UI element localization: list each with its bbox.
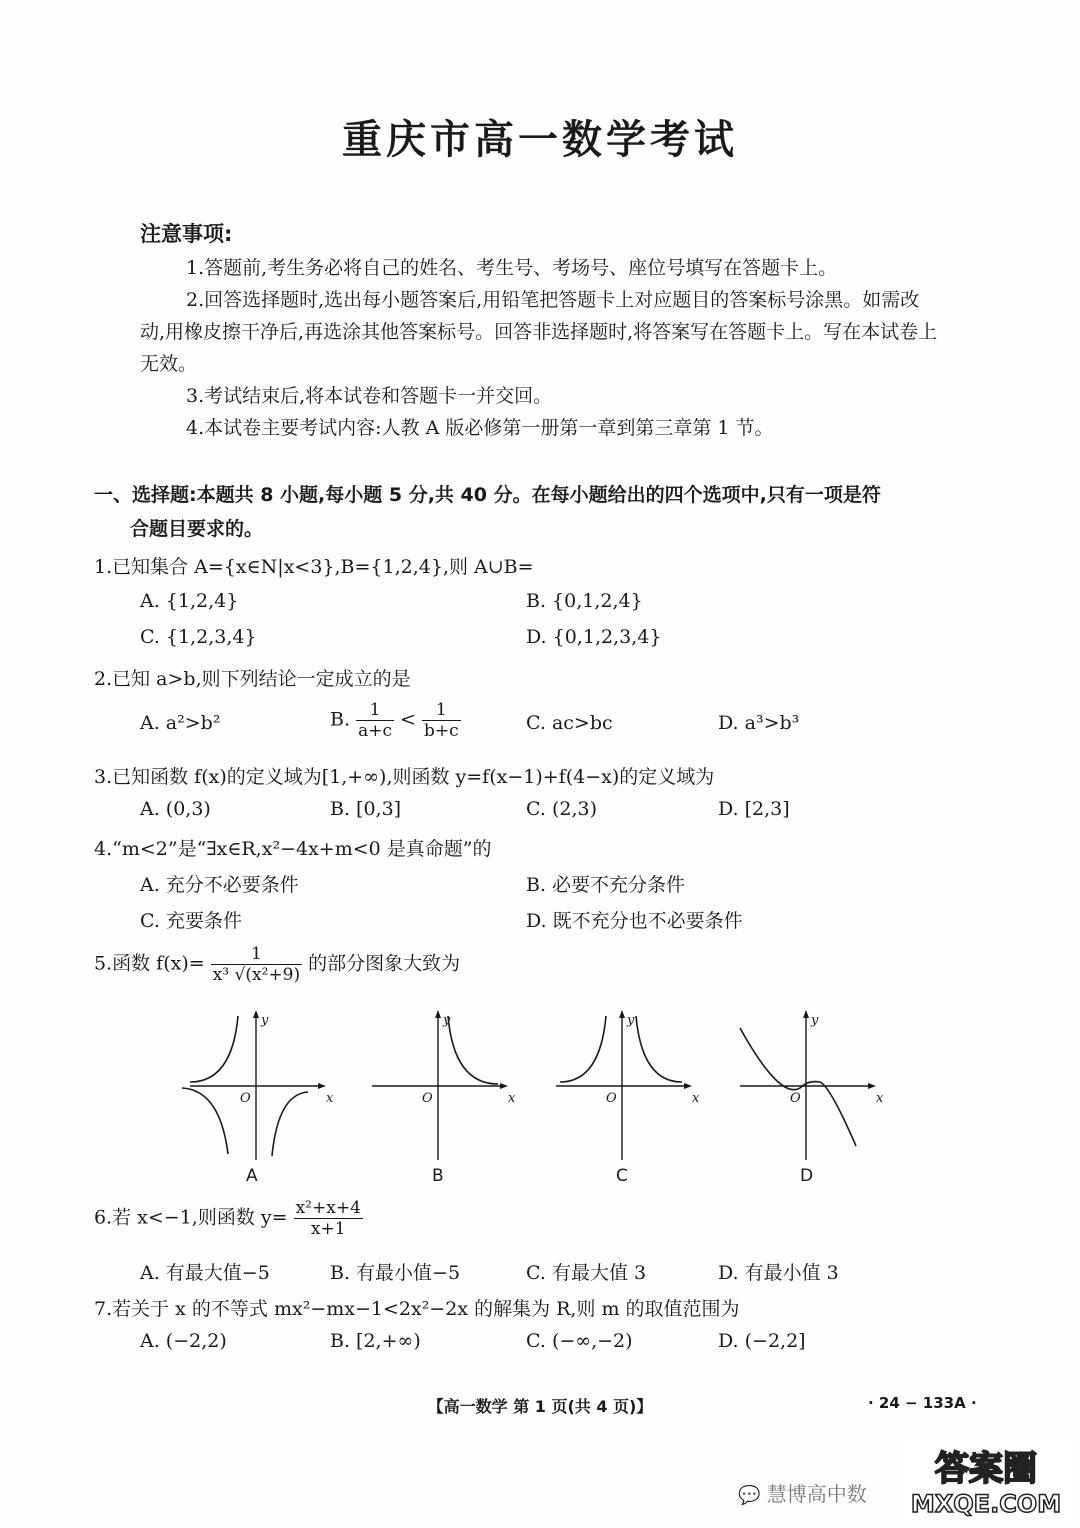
wechat-source <box>738 1478 867 1507</box>
svg-text:MXQE.COM: MXQE.COM <box>910 1490 1062 1518</box>
graph-c-curve-1 <box>560 1016 606 1082</box>
question-5-prefix: 5.函数 f(x)= <box>94 952 205 975</box>
notice-list <box>140 252 940 444</box>
wechat-account-name: 慧博高中数 <box>766 1482 867 1506</box>
question-4-option-b: B. 必要不充分条件 <box>526 874 686 896</box>
graph-a-origin-label: O <box>240 1091 251 1106</box>
fraction-1-denominator: a+c <box>358 721 392 741</box>
question-6-option-b: B. 有最小值−5 <box>330 1262 461 1284</box>
question-6-fraction <box>294 1198 363 1239</box>
question-7-stem: 7.若关于 x 的不等式 mx²−mx−1<2x²−2x 的解集为 R,则 m 的取值范围为 <box>94 1298 740 1320</box>
question-4-option-d: D. 既不充分也不必要条件 <box>526 910 743 932</box>
notice-item-1: 1.答题前,考生务必将自己的姓名、考生号、考场号、座位号填写在答题卡上。 <box>186 257 838 279</box>
question-3-option-d: D. [2,3] <box>718 798 790 820</box>
notice-item-3: 3.考试结束后,将本试卷和答题卡一并交回。 <box>186 385 553 407</box>
question-2-option-a: A. a²>b² <box>140 712 221 734</box>
question-6-prefix: 6.若 x<−1,则函数 y= <box>94 1206 288 1229</box>
graph-d-y-arrow-icon <box>803 1010 809 1018</box>
question-1-stem: 1.已知集合 A={x∈N|x<3},B={1,2,4},则 A∪B= <box>94 556 534 578</box>
question-4-stem: 4.“m<2”是“∃x∈R,x²−4x+m<0 是真命题”的 <box>94 838 492 860</box>
question-6-denominator: x+1 <box>310 1219 346 1239</box>
question-6-option-a: A. 有最大值−5 <box>140 1262 270 1284</box>
graph-b-y-arrow-icon <box>435 1010 441 1018</box>
notice-item-4: 4.本试卷主要考试内容:人教 A 版必修第一册第一章到第三章第 1 节。 <box>186 417 774 439</box>
graph-c-y-label: y <box>627 1013 635 1028</box>
question-7-option-a: A. (−2,2) <box>140 1330 227 1352</box>
graph-b-curve-1 <box>182 1088 228 1154</box>
question-6-option-c: C. 有最大值 3 <box>526 1262 647 1284</box>
fraction-2 <box>422 700 461 741</box>
graph-b-y-label: y <box>443 1013 451 1028</box>
question-3-option-a: A. (0,3) <box>140 798 211 820</box>
graph-a-x-label: x <box>326 1091 334 1106</box>
question-7-option-b: B. [2,+∞) <box>330 1330 421 1352</box>
wechat-icon: 💬 <box>738 1485 761 1506</box>
question-6-option-d: D. 有最小值 3 <box>718 1262 839 1284</box>
question-2-stem: 2.已知 a>b,则下列结论一定成立的是 <box>94 668 411 690</box>
graph-d-x-label: x <box>876 1091 884 1106</box>
fraction-2-denominator: b+c <box>423 721 459 741</box>
option-b-label: B. <box>330 708 351 731</box>
graph-a-curve-2 <box>272 1092 308 1156</box>
question-7-option-c: C. (−∞,−2) <box>526 1330 633 1352</box>
graph-b-x-arrow-icon <box>500 1083 508 1089</box>
question-4-option-a: A. 充分不必要条件 <box>140 874 299 896</box>
graph-c-origin-label: O <box>606 1091 617 1106</box>
graph-label-c: C <box>616 1166 628 1186</box>
graph-d-origin-label: O <box>790 1091 801 1106</box>
question-5-numerator: 1 <box>211 944 302 965</box>
graph-b-origin-label: O <box>422 1091 433 1106</box>
graph-label-d: D <box>800 1166 814 1186</box>
question-5-graphs <box>180 1010 900 1190</box>
graph-b-x-label: x <box>508 1091 516 1106</box>
question-1-option-c: C. {1,2,3,4} <box>140 626 257 648</box>
question-1-option-d: D. {0,1,2,3,4} <box>526 626 662 648</box>
question-4-option-c: C. 充要条件 <box>140 910 242 932</box>
graph-c-x-label: x <box>692 1091 700 1106</box>
page-footer: 【高一数学 第 1 页(共 4 页)】 <box>427 1397 653 1416</box>
graph-label-a: A <box>246 1166 258 1186</box>
question-5-fraction <box>211 944 302 985</box>
graph-b-curve-2 <box>448 1016 498 1084</box>
notice-heading: 注意事项: <box>140 222 233 246</box>
question-5-denominator: x³ √(x²+9) <box>212 965 301 985</box>
graph-a-y-arrow-icon <box>253 1010 259 1018</box>
question-7-option-d: D. (−2,2] <box>718 1330 806 1352</box>
graph-label-b: B <box>432 1166 444 1186</box>
question-5-suffix: 的部分图象大致为 <box>308 952 461 975</box>
graph-a-x-arrow-icon <box>318 1083 326 1089</box>
graph-d-x-arrow-icon <box>868 1083 876 1089</box>
section-heading-line2: 合题目要求的。 <box>130 518 264 540</box>
question-2-option-c: C. ac>bc <box>526 712 613 734</box>
question-6-numerator: x²+x+4 <box>295 1198 361 1218</box>
less-than-sign: < <box>400 708 416 731</box>
question-2-option-d: D. a³>b³ <box>718 712 800 734</box>
question-6-stem <box>94 1198 363 1239</box>
graph-c-curve-2 <box>636 1016 682 1082</box>
question-5-stem <box>94 944 460 985</box>
page-title: 重庆市高一数学考试 <box>342 117 738 163</box>
question-3-option-b: B. [0,3] <box>330 798 402 820</box>
question-3-stem: 3.已知函数 f(x)的定义域为[1,+∞),则函数 y=f(x−1)+f(4−x)的定义域为 <box>94 766 715 788</box>
exam-code: · 24 − 133A · <box>868 1394 977 1412</box>
question-1-option-b: B. {0,1,2,4} <box>526 590 643 612</box>
question-3-option-c: C. (2,3) <box>526 798 597 820</box>
graph-c-x-arrow-icon <box>684 1083 692 1089</box>
section-heading-line1: 一、选择题:本题共 8 小题,每小题 5 分,共 40 分。在每小题给出的四个选项中,只有一项是符 <box>94 484 881 506</box>
graph-d-y-label: y <box>811 1013 819 1028</box>
graph-a-curve-1 <box>190 1016 238 1082</box>
graph-c-y-arrow-icon <box>619 1010 625 1018</box>
fraction-2-numerator: 1 <box>422 700 461 721</box>
notice-item-2: 2.回答选择题时,选出每小题答案后,用铅笔把答题卡上对应题目的答案标号涂黑。如需改动,用橡皮擦干净后,再选涂其他答案标号。回答非选择题时,将答案写在答题卡上。写在本试卷上无效。 <box>140 289 938 375</box>
svg-text:答案圈: 答案圈 <box>935 1449 1037 1489</box>
graph-d-curve-1 <box>740 1028 856 1146</box>
watermark-logo <box>898 1440 1074 1520</box>
fraction-1-numerator: 1 <box>356 700 394 721</box>
graph-panel-svg <box>180 1010 900 1190</box>
section-heading <box>94 478 974 546</box>
fraction-1 <box>356 700 394 741</box>
question-2-option-b <box>330 700 461 741</box>
graph-a-y-label: y <box>261 1013 269 1028</box>
question-1-option-a: A. {1,2,4} <box>140 590 239 612</box>
